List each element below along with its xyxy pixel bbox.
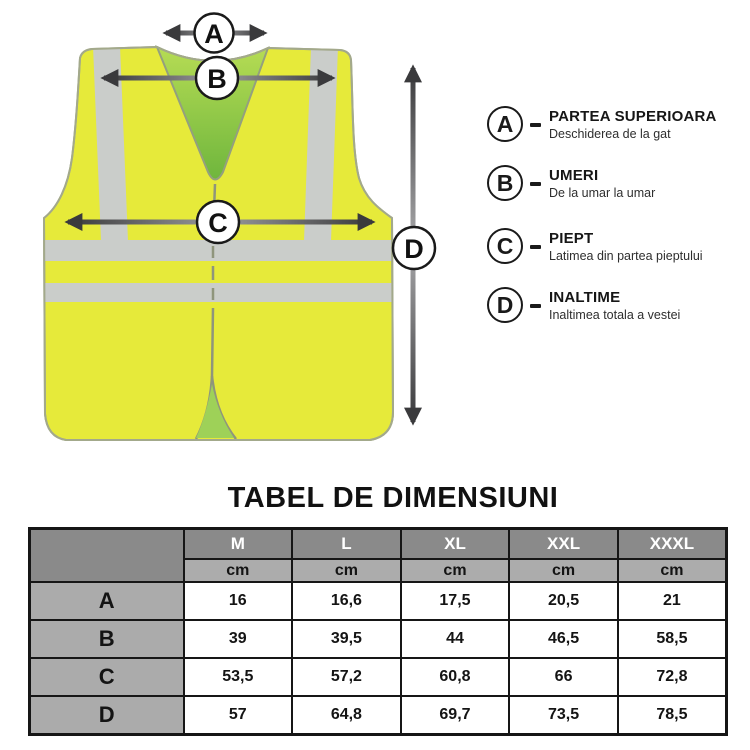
size-table — [28, 527, 728, 736]
table-row-c — [30, 658, 727, 696]
legend-circle-a: A — [487, 106, 523, 142]
table-corner-cell — [30, 529, 184, 583]
marker-d — [393, 227, 435, 269]
cell-b-l: 39,5 — [292, 620, 401, 658]
marker-c-letter: C — [208, 208, 228, 238]
cell-a-xl: 17,5 — [401, 582, 510, 620]
table-row-d — [30, 696, 727, 734]
cell-c-xxl: 66 — [509, 658, 618, 696]
col-header-l: L — [292, 529, 401, 560]
legend-item-a — [487, 106, 749, 165]
table-row-a — [30, 582, 727, 620]
unit-cell: cm — [184, 559, 293, 582]
legend-dash — [530, 123, 541, 127]
marker-b — [196, 57, 238, 99]
col-header-xl: XL — [401, 529, 510, 560]
legend-subtitle-a: Deschiderea de la gat — [549, 127, 671, 141]
legend-dash — [530, 245, 541, 249]
row-label-c: C — [30, 658, 184, 696]
col-header-xxl: XXL — [509, 529, 618, 560]
unit-cell: cm — [292, 559, 401, 582]
legend-item-b — [487, 165, 749, 228]
cell-b-m: 39 — [184, 620, 293, 658]
unit-cell: cm — [618, 559, 727, 582]
marker-a-letter: A — [204, 19, 224, 49]
legend-dash — [530, 182, 541, 186]
unit-cell: cm — [509, 559, 618, 582]
cell-c-xl: 60,8 — [401, 658, 510, 696]
legend-title-a: PARTEA SUPERIOARA — [549, 108, 717, 125]
vest-diagram — [0, 0, 470, 470]
cell-c-xxxl: 72,8 — [618, 658, 727, 696]
legend-item-d — [487, 287, 749, 346]
row-label-d: D — [30, 696, 184, 734]
legend-circle-c: C — [487, 228, 523, 264]
table-title: TABEL DE DIMENSIUNI — [227, 482, 559, 514]
cell-d-xl: 69,7 — [401, 696, 510, 734]
legend-circle-d: D — [487, 287, 523, 323]
marker-c — [197, 201, 239, 243]
cell-b-xl: 44 — [401, 620, 510, 658]
table-row-b — [30, 620, 727, 658]
cell-b-xxxl: 58,5 — [618, 620, 727, 658]
cell-d-m: 57 — [184, 696, 293, 734]
cell-c-m: 53,5 — [184, 658, 293, 696]
col-header-m: M — [184, 529, 293, 560]
cell-a-xxxl: 21 — [618, 582, 727, 620]
legend-title-d: INALTIME — [549, 289, 621, 306]
marker-a — [195, 14, 234, 53]
cell-a-l: 16,6 — [292, 582, 401, 620]
legend — [487, 106, 749, 346]
cell-c-l: 57,2 — [292, 658, 401, 696]
row-label-a: A — [30, 582, 184, 620]
legend-dash — [530, 304, 541, 308]
unit-cell: cm — [401, 559, 510, 582]
cell-a-xxl: 20,5 — [509, 582, 618, 620]
legend-title-b: UMERI — [549, 167, 599, 184]
cell-d-l: 64,8 — [292, 696, 401, 734]
legend-subtitle-b: De la umar la umar — [549, 186, 656, 200]
cell-a-m: 16 — [184, 582, 293, 620]
cell-d-xxl: 73,5 — [509, 696, 618, 734]
legend-subtitle-c: Latimea din partea pieptului — [549, 249, 703, 263]
legend-circle-b: B — [487, 165, 523, 201]
cell-d-xxxl: 78,5 — [618, 696, 727, 734]
legend-item-c — [487, 228, 749, 287]
cell-b-xxl: 46,5 — [509, 620, 618, 658]
legend-subtitle-d: Inaltimea totala a vestei — [549, 308, 681, 322]
marker-b-letter: B — [207, 64, 227, 94]
row-label-b: B — [30, 620, 184, 658]
col-header-xxxl: XXXL — [618, 529, 727, 560]
legend-title-c: PIEPT — [549, 230, 594, 247]
marker-d-letter: D — [404, 234, 424, 264]
